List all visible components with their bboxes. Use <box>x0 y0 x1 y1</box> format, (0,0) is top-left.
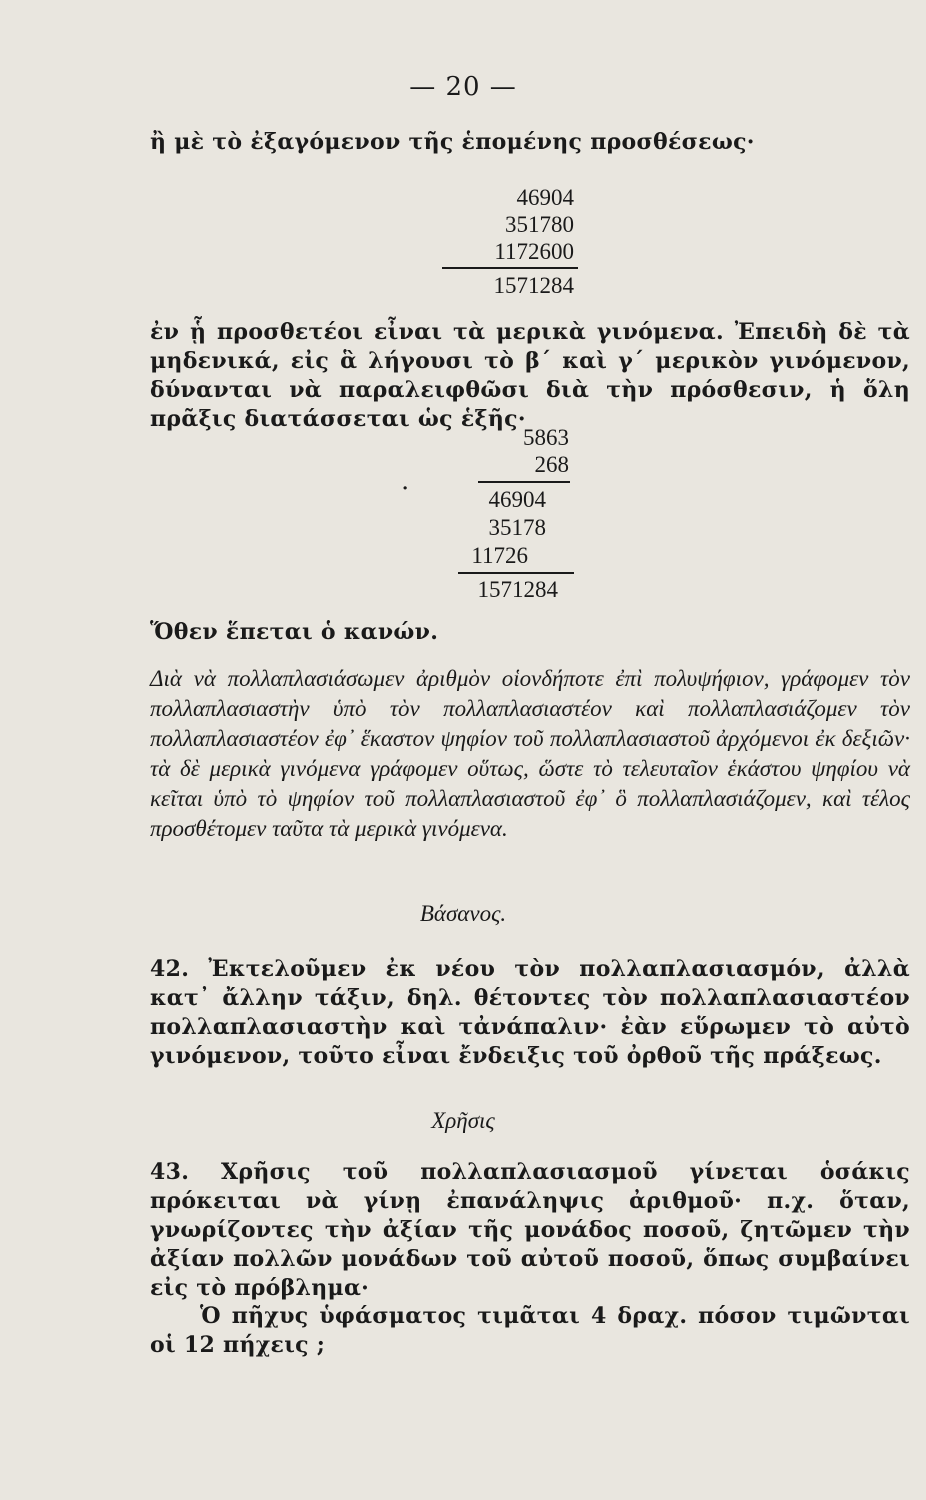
mult2-partial: 35178 <box>488 515 546 540</box>
mult2-total: 1571284 <box>477 577 558 602</box>
sum1-block <box>494 184 574 265</box>
paragraph-after-sum1: ἐν ᾗ προσθετέοι εἶναι τὰ μερικὰ γινόμενα. Ἐπειδὴ δὲ τὰ μηδενικά, εἰς ἃ λήγουσι τὸ β´ καὶ γ´ μερικὸν γινόμενον, δύνανται νὰ παραλειφθῶσι διὰ τὴν πρόσθεσιν, ἡ ὅλη πρᾶξις διατάσσεται ὡς ἑξῆς· <box>150 319 910 432</box>
sum1-line: 46904 <box>516 185 574 210</box>
intro-line: ἢ μὲ τὸ ἐξαγόμενον τῆς ἑπομένης προσθέσεως· <box>150 129 755 155</box>
sum1-rule <box>442 267 578 269</box>
mult2-multiplicand: 5863 <box>523 425 569 450</box>
heading-chresis: Χρῆσις <box>431 1108 495 1133</box>
heading-basanos: Βάσανος. <box>419 901 507 926</box>
mult2-rule-bottom <box>458 572 574 574</box>
problem-statement: Ὁ πῆχυς ὑφάσματος τιμᾶται 4 δραχ. πόσον τιμῶνται οἱ 12 πήχεις ; <box>150 1303 910 1358</box>
hence-line: Ὅθεν ἕπεται ὁ κανών. <box>150 619 439 645</box>
stray-dot: · <box>402 478 409 499</box>
paragraph-43: 43. Χρῆσις τοῦ πολλαπλασιασμοῦ γίνεται ὁσάκις πρόκειται νὰ γίνῃ ἐπανάληψις ἀριθμοῦ· π.χ. ὅταν, γνωρίζοντες τὴν ἀξίαν τῆς μονάδος ποσοῦ, ζητῶμεν τὴν ἀξίαν πολλῶν μονάδων τοῦ αὐτοῦ ποσοῦ, ὅπως συμβαίνει εἰς τὸ πρόβλημα· <box>150 1159 910 1301</box>
sum1-total: 1571284 <box>493 273 574 298</box>
sum1-line: 351780 <box>505 212 574 237</box>
multiplication-rule: Διὰ νὰ πολλαπλασιάσωμεν ἀριθμὸν οἱονδήποτε ἐπὶ πολυψήφιον, γράφομεν τὸν πολλαπλασιαστὴν ὑπὸ τὸν πολλαπλασιαστέον καὶ πολλαπλασιάζομεν τὸν πολλαπλασιαστέον ἐφ᾽ ἕκαστον ψηφίον τοῦ πολλαπλασιαστοῦ ἀρχόμενοι ἐκ δεξιῶν· τὰ δὲ μερικὰ γινόμενα γράφομεν οὕτως, ὥστε τὸ τελευταῖον ἑκάστου ψηφίου νὰ κεῖται ὑπὸ τὸ ψηφίον τοῦ πολλαπλασιαστοῦ ἐφ᾽ ὃ πολλαπλασιάζομεν, καὶ τέλος προσθέτομεν ταῦτα τὰ μερικὰ γινόμενα. <box>150 666 910 841</box>
mult2-partial: 11726 <box>471 543 528 568</box>
mult2-rule-top <box>478 481 570 483</box>
mult2-partial: 46904 <box>488 487 546 512</box>
mult2-multiplier: 268 <box>534 452 569 477</box>
page-number: — 20 — <box>409 72 517 102</box>
paragraph-42: 42. Ἐκτελοῦμεν ἐκ νέου τὸν πολλαπλασιασμόν, ἀλλὰ κατ᾽ ἄλλην τάξιν, δηλ. θέτοντες τὸν πολλαπλασιαστέον πολλαπλασιαστὴν καὶ τἀνάπαλιν· ἐὰν εὕρωμεν τὸ αὐτὸ γινόμενον, τοῦτο εἶναι ἔνδειξις τοῦ ὀρθοῦ τῆς πράξεως. <box>150 956 910 1069</box>
sum1-line: 1172600 <box>494 239 574 264</box>
